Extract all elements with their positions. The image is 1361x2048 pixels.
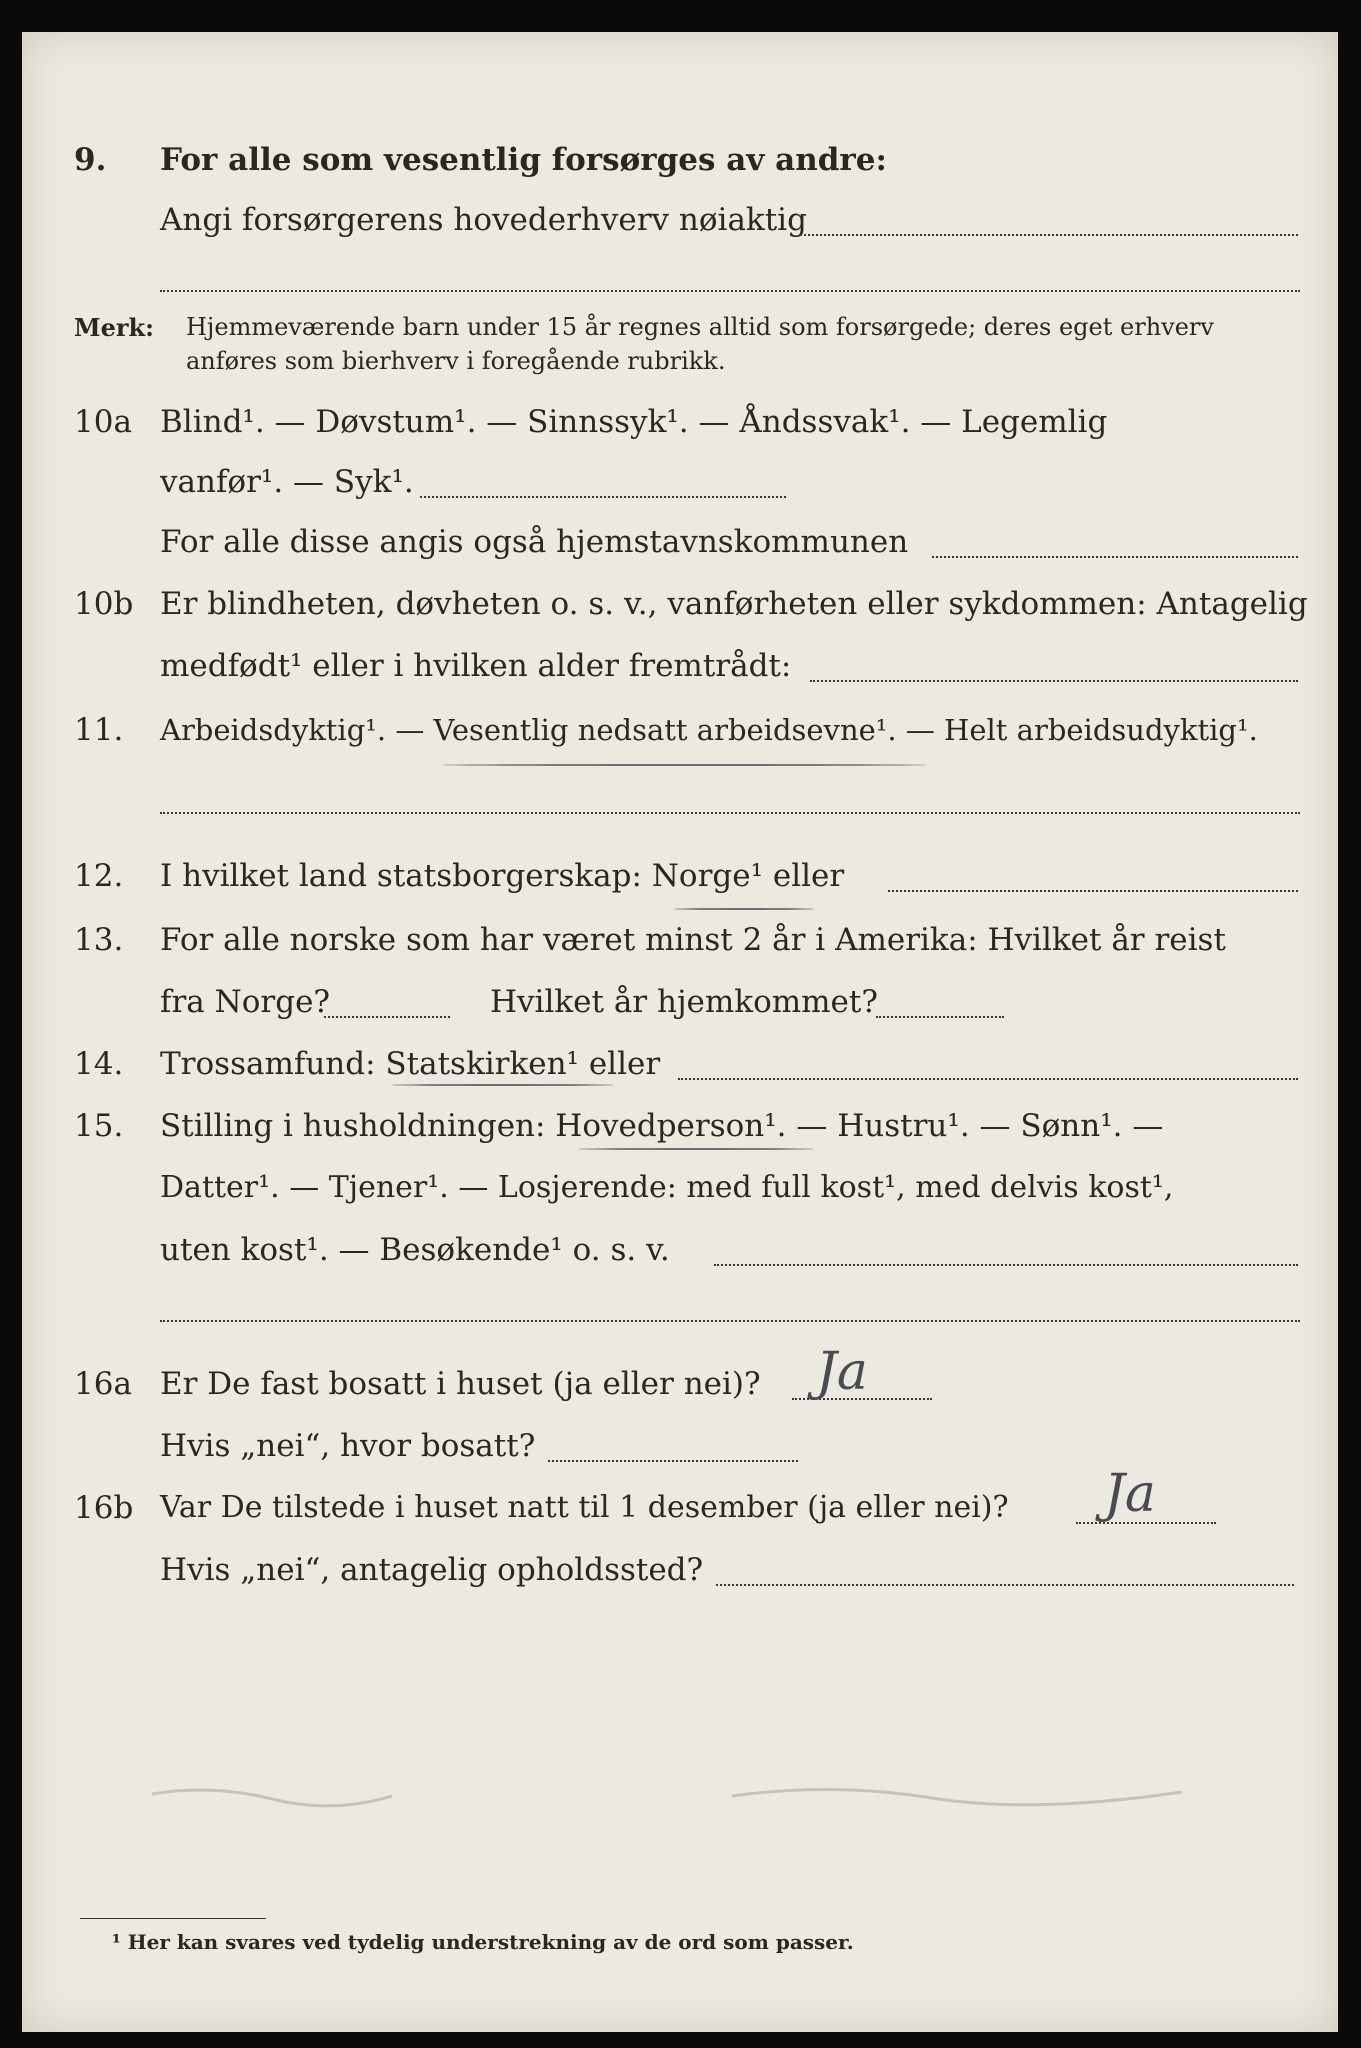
question-14: [22, 1040, 1338, 1088]
question-text: Er De fast bosatt i huset (ja eller nei)?: [160, 1366, 761, 1402]
question-text: Hvis „nei“, antagelig opholdssted?: [160, 1552, 704, 1588]
answer-line: [876, 1016, 1004, 1018]
question-number: 12.: [74, 858, 124, 894]
question-text: Stilling i husholdningen: Hovedperson¹. — Hustru¹. — Sønn¹. —: [160, 1108, 1164, 1144]
question-text: I hvilket land statsborgerskap: Norge¹ eller: [160, 858, 845, 894]
question-text: Er blindheten, døvheten o. s. v., vanførheten eller sykdommen: Antagelig: [160, 586, 1308, 622]
question-text: Hvis „nei“, hvor bosatt?: [160, 1428, 536, 1464]
question-number: 15.: [74, 1108, 124, 1144]
pencil-underline: [578, 1148, 814, 1150]
question-15: [22, 1102, 1338, 1150]
bleed-through-mark: [152, 1774, 1182, 1824]
question-text: Angi forsørgerens hovederhverv nøiaktig: [160, 202, 807, 238]
handwritten-answer: Ja: [816, 1342, 868, 1402]
question-10b: [22, 580, 1338, 628]
answer-line: [714, 1264, 1298, 1266]
pencil-underline: [674, 908, 814, 910]
question-10b-line-2: [22, 642, 1338, 690]
answer-line: [548, 1460, 798, 1462]
question-11: [22, 706, 1338, 754]
question-15-line-3: [22, 1226, 1338, 1274]
handwritten-answer: Ja: [1104, 1464, 1156, 1524]
answer-line: [160, 290, 1300, 292]
question-number: 10b: [74, 586, 134, 622]
merk-text: Hjemmeværende barn under 15 år regnes alltid som forsørgede; deres eget erhverv: [186, 313, 1214, 341]
question-number: 10a: [74, 404, 132, 440]
question-text: medfødt¹ eller i hvilken alder fremtrådt:: [160, 648, 792, 684]
question-text: For alle disse angis også hjemstavnskommunen: [160, 524, 909, 560]
pencil-underline: [392, 1084, 614, 1086]
answer-line: [810, 680, 1298, 682]
footnote-divider: [80, 1918, 266, 1919]
question-text: For alle norske som har været minst 2 år i Amerika: Hvilket år reist: [160, 922, 1226, 958]
answer-line: [888, 890, 1298, 892]
merk-text: anføres som bierhverv i foregående rubrikk.: [186, 347, 726, 375]
answer-line: [160, 1320, 1300, 1322]
answer-line: [800, 234, 1298, 236]
question-text: Datter¹. — Tjener¹. — Losjerende: med full kost¹, med delvis kost¹,: [160, 1170, 1174, 1205]
question-number: 11.: [74, 712, 124, 748]
answer-line: [420, 496, 786, 498]
question-text: Trossamfund: Statskirken¹ eller: [160, 1046, 661, 1082]
question-text: For alle som vesentlig forsørges av andre:: [160, 142, 887, 178]
census-form-page: [22, 32, 1338, 2032]
question-number: 14.: [74, 1046, 124, 1082]
question-16a-line-2: [22, 1422, 1338, 1470]
answer-line: [160, 812, 1300, 814]
question-16b-line-2: [22, 1546, 1338, 1594]
answer-line: [716, 1584, 1294, 1586]
question-text: Blind¹. — Døvstum¹. — Sinnssyk¹. — Åndssvak¹. — Legemlig: [160, 404, 1108, 440]
merk-label: Merk:: [74, 313, 154, 342]
question-number: 16a: [74, 1366, 132, 1402]
question-10a-line-3: [22, 518, 1338, 566]
question-text: uten kost¹. — Besøkende¹ o. s. v.: [160, 1232, 670, 1268]
answer-line: [678, 1078, 1298, 1080]
question-10a: [22, 398, 1338, 446]
question-number: 13.: [74, 922, 124, 958]
question-text: vanfør¹. — Syk¹.: [160, 464, 414, 500]
answer-line: [324, 1016, 450, 1018]
question-13: [22, 916, 1338, 964]
question-text: fra Norge?: [160, 984, 331, 1020]
question-15-line-2: [22, 1164, 1338, 1212]
answer-line: [932, 556, 1298, 558]
question-10a-line-2: [22, 458, 1338, 506]
question-number: 16b: [74, 1490, 134, 1526]
question-9-line-2: [22, 196, 1338, 244]
question-13-line-2: [22, 978, 1338, 1026]
question-text: Arbeidsdyktig¹. — Vesentlig nedsatt arbeidsevne¹. — Helt arbeidsudyktig¹.: [160, 713, 1258, 747]
question-number: 9.: [74, 142, 107, 178]
question-12: [22, 852, 1338, 900]
question-16a: [22, 1360, 1338, 1408]
question-text: Hvilket år hjemkommet?: [490, 984, 878, 1020]
question-text: Var De tilstede i huset natt til 1 desember (ja eller nei)?: [160, 1490, 1009, 1525]
footnote: ¹ Her kan svares ved tydelig understrekning av de ord som passer.: [112, 1930, 854, 1954]
pencil-underline: [442, 764, 927, 766]
question-9: [22, 136, 1338, 184]
